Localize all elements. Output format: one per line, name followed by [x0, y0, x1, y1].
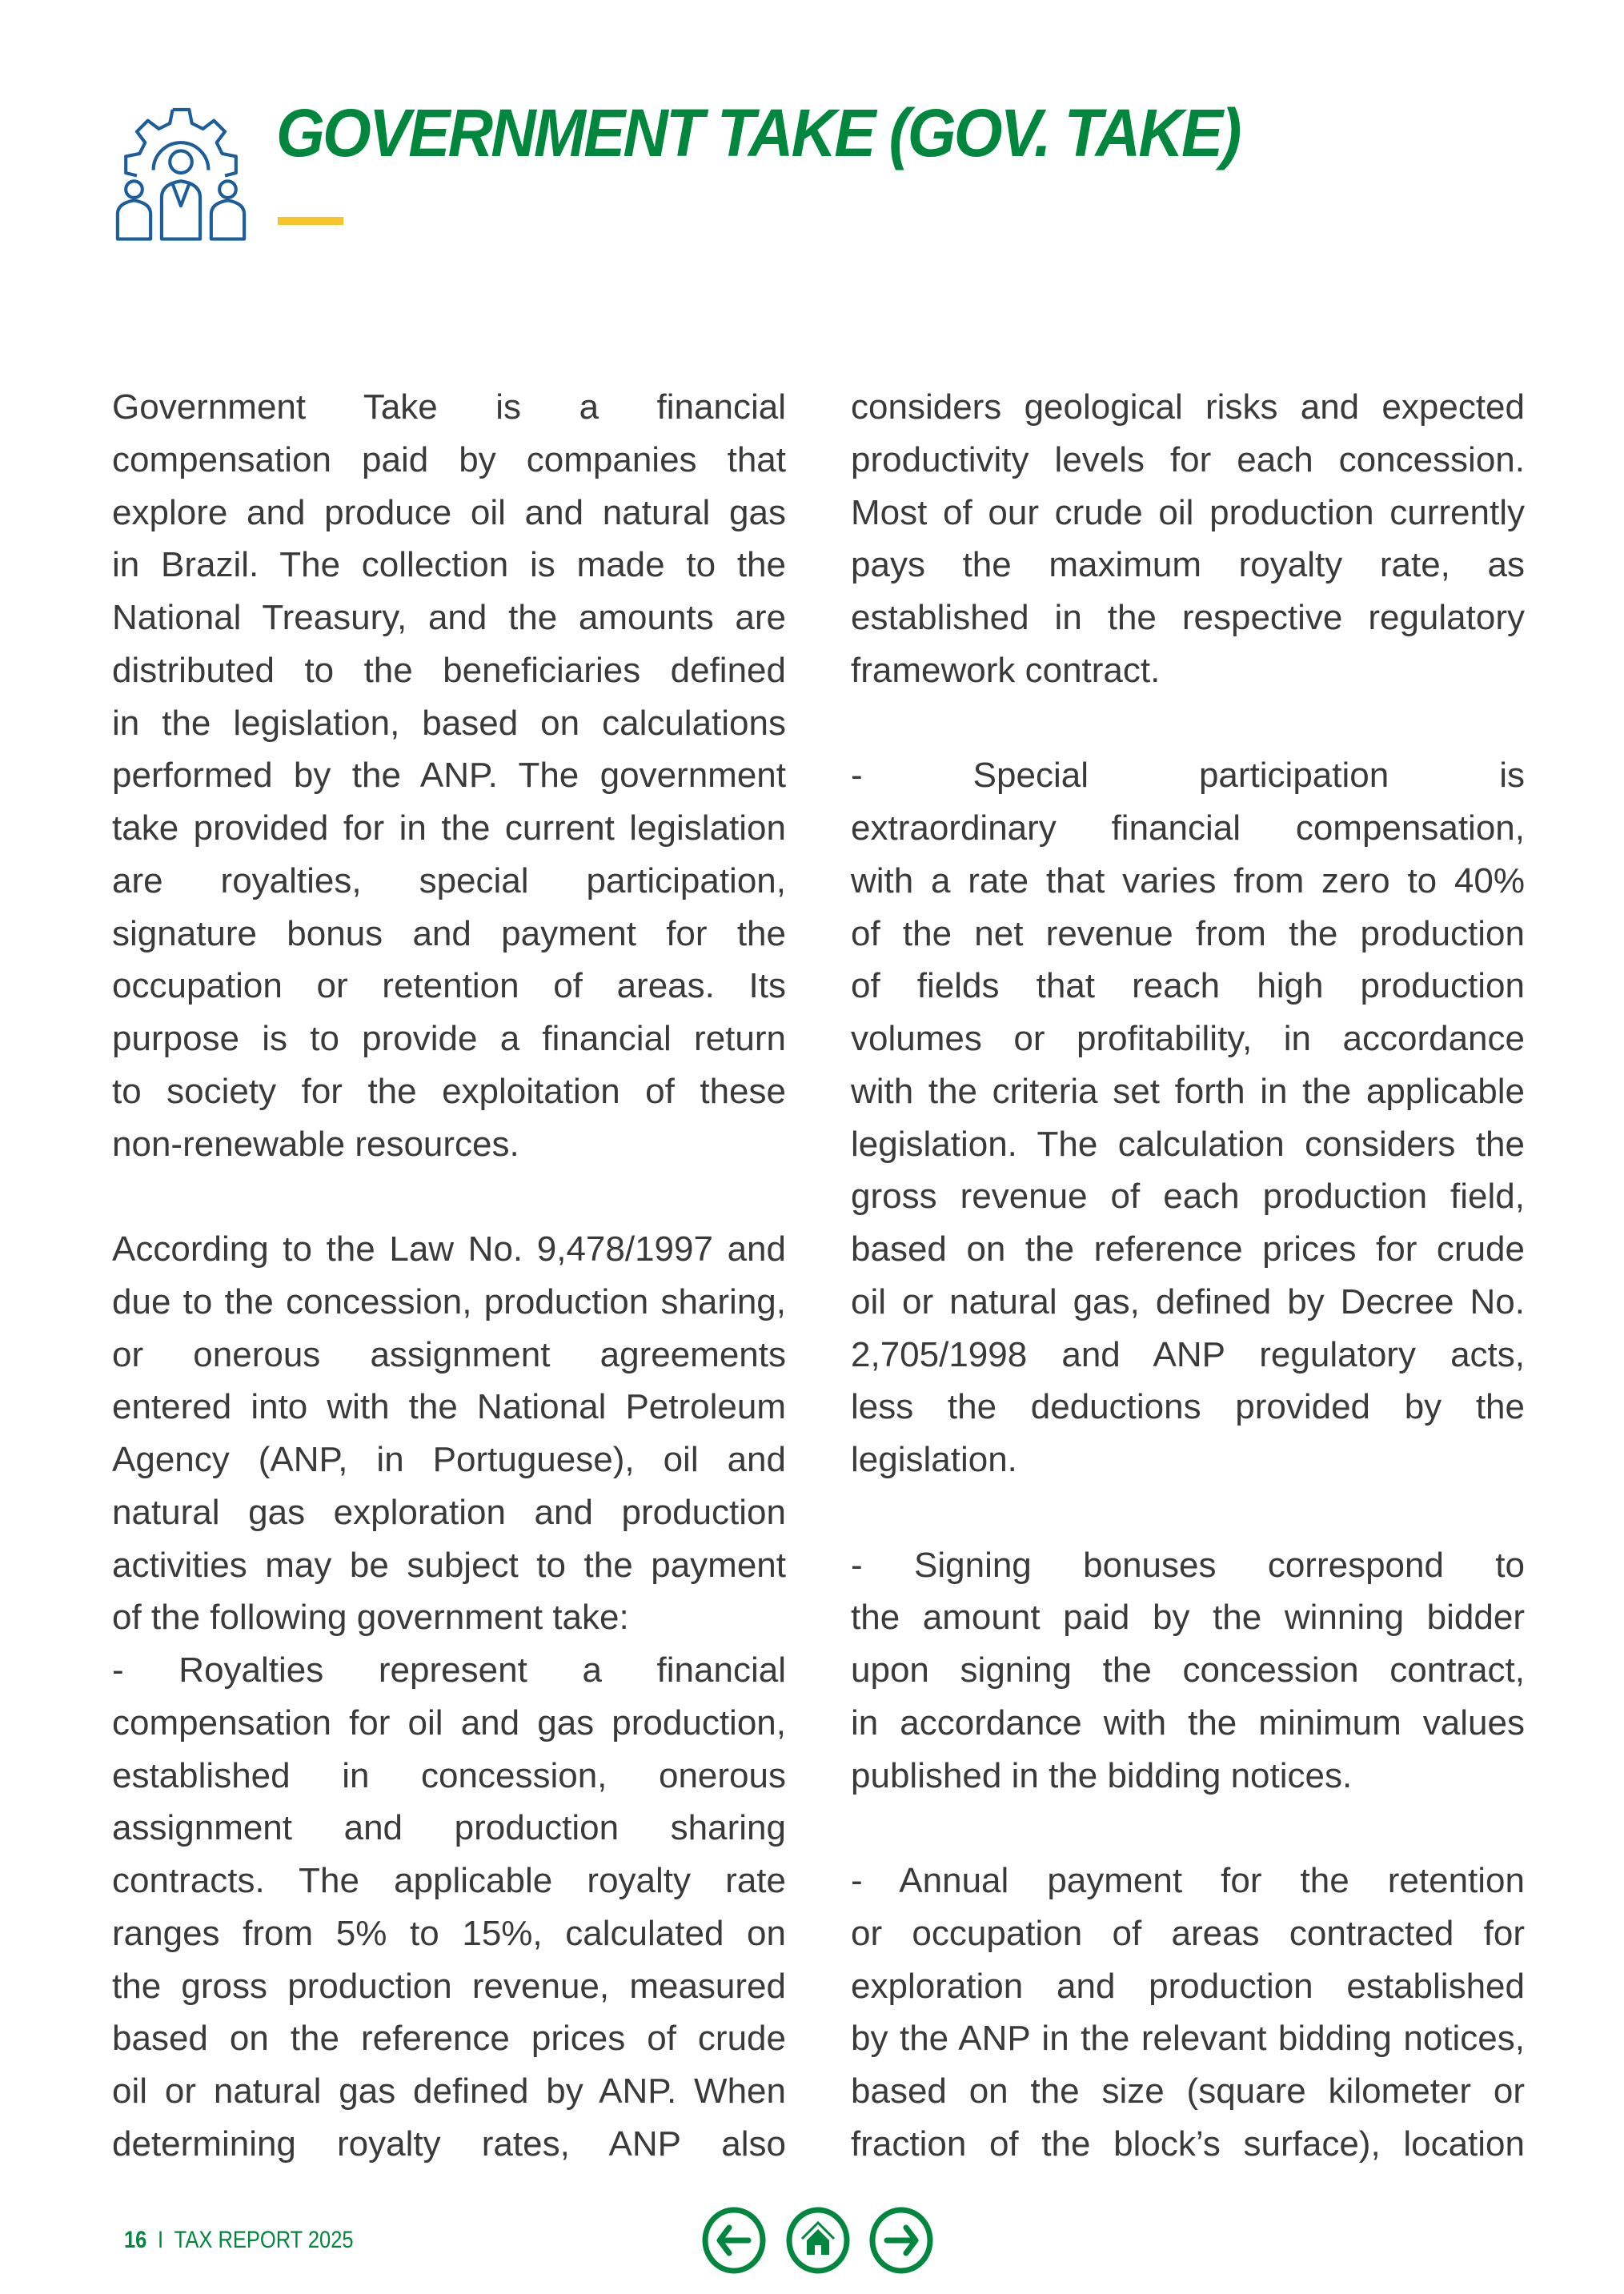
text-line: established in concession, onerous: [112, 1755, 786, 1795]
footer-label: [124, 2227, 354, 2254]
text-line: pays the maximum royalty rate, as: [851, 545, 1525, 585]
page-title: GOVERNMENT TAKE (GOV. TAKE): [276, 95, 1240, 170]
gear-people-icon: [110, 104, 251, 242]
text-line: National Treasury, and the amounts are: [112, 598, 786, 637]
previous-page-button[interactable]: [700, 2207, 768, 2274]
text-line: Government Take is a financial: [112, 387, 786, 427]
text-line: distributed to the beneficiaries defined: [112, 650, 786, 690]
text-line: - Annual payment for the retention: [851, 1861, 1525, 1900]
text-line: established in the respective regulatory: [851, 598, 1525, 637]
paragraph-gap: [851, 1486, 1525, 1539]
title-accent-bar: [278, 217, 343, 225]
text-line: - Special participation is: [851, 756, 1525, 796]
text-line: Agency (ANP, in Portuguese), oil and: [112, 1440, 786, 1479]
text-line: performed by the ANP. The government: [112, 756, 786, 796]
paragraph-gap: [112, 1170, 786, 1223]
text-line: of fields that reach high production: [851, 966, 1525, 1006]
text-line: considers geological risks and expected: [851, 387, 1525, 427]
text-line: based on the reference prices of crude: [112, 2019, 786, 2059]
text-line: by the ANP in the relevant bidding notices,: [851, 2019, 1525, 2059]
text-line: the gross production revenue, measured: [112, 1966, 786, 2006]
text-line: productivity levels for each concession.: [851, 439, 1525, 479]
text-line: exploration and production established: [851, 1966, 1525, 2006]
text-line: - Signing bonuses correspond to: [851, 1545, 1525, 1585]
text-line: purpose is to provide a financial return: [112, 1019, 786, 1058]
text-line: of the net revenue from the production: [851, 913, 1525, 953]
text-line: signature bonus and payment for the: [112, 913, 786, 953]
text-line: due to the concession, production sharing,: [112, 1281, 786, 1321]
text-line: the amount paid by the winning bidder: [851, 1598, 1525, 1638]
text-line: or onerous assignment agreements: [112, 1334, 786, 1374]
text-line: less the deductions provided by the: [851, 1387, 1525, 1427]
text-line: entered into with the National Petroleum: [112, 1387, 786, 1427]
text-line: legislation. The calculation considers the: [851, 1124, 1525, 1164]
next-page-button[interactable]: [868, 2207, 935, 2274]
text-line: determining royalty rates, ANP also: [112, 2124, 786, 2164]
paragraph-gap: [851, 1802, 1525, 1855]
arrow-right-icon: [872, 2210, 930, 2271]
text-line: with the criteria set forth in the applicable: [851, 1071, 1525, 1111]
text-line: compensation for oil and gas production,: [112, 1702, 786, 1743]
page-number: 16: [124, 2227, 147, 2253]
text-line: According to the Law No. 9,478/1997 and: [112, 1229, 786, 1269]
paragraph-gap: [851, 697, 1525, 750]
arrow-left-icon: [705, 2210, 763, 2271]
text-line: framework contract.: [851, 650, 1161, 690]
home-button[interactable]: [784, 2207, 852, 2274]
text-line: based on the reference prices for crude: [851, 1229, 1525, 1269]
text-line: - Royalties represent a financial: [112, 1650, 786, 1690]
text-line: published in the bidding notices.: [851, 1755, 1353, 1795]
text-line: occupation or retention of areas. Its: [112, 966, 786, 1006]
text-line: extraordinary financial compensation,: [851, 808, 1525, 848]
text-line: based on the size (square kilometer or: [851, 2071, 1525, 2111]
report-title: TAX REPORT 2025: [174, 2227, 354, 2253]
text-line: ranges from 5% to 15%, calculated on: [112, 1913, 786, 1953]
text-line: contracts. The applicable royalty rate: [112, 1861, 786, 1900]
text-line: in the legislation, based on calculations: [112, 703, 786, 743]
right-column: [851, 381, 1525, 2171]
home-icon: [789, 2210, 847, 2271]
text-line: compensation paid by companies that: [112, 439, 786, 479]
text-line: in Brazil. The collection is made to the: [112, 545, 786, 585]
text-line: assignment and production sharing: [112, 1808, 786, 1848]
text-line: or occupation of areas contracted for: [851, 1913, 1525, 1953]
text-line: oil or natural gas defined by ANP. When: [112, 2071, 786, 2111]
text-line: to society for the exploitation of these: [112, 1071, 786, 1111]
text-line: non-renewable resources.: [112, 1124, 519, 1164]
text-line: legislation.: [851, 1440, 1017, 1479]
text-line: volumes or profitability, in accordance: [851, 1019, 1525, 1058]
text-line: explore and produce oil and natural gas: [112, 492, 786, 532]
text-line: gross revenue of each production field,: [851, 1177, 1525, 1217]
left-column: [112, 381, 786, 2171]
text-line: in accordance with the minimum values: [851, 1702, 1525, 1743]
text-line: with a rate that varies from zero to 40%: [851, 860, 1525, 900]
text-line: 2,705/1998 and ANP regulatory acts,: [851, 1334, 1525, 1374]
text-line: oil or natural gas, defined by Decree No.: [851, 1281, 1525, 1321]
text-line: activities may be subject to the payment: [112, 1545, 786, 1585]
text-line: of the following government take:: [112, 1598, 629, 1638]
text-line: are royalties, special participation,: [112, 860, 786, 900]
text-line: take provided for in the current legislation: [112, 808, 786, 848]
text-line: fraction of the block’s surface), location: [851, 2124, 1525, 2164]
footer-separator: I: [157, 2227, 164, 2253]
text-line: upon signing the concession contract,: [851, 1650, 1525, 1690]
text-line: Most of our crude oil production currently: [851, 492, 1525, 532]
text-line: natural gas exploration and production: [112, 1492, 786, 1532]
